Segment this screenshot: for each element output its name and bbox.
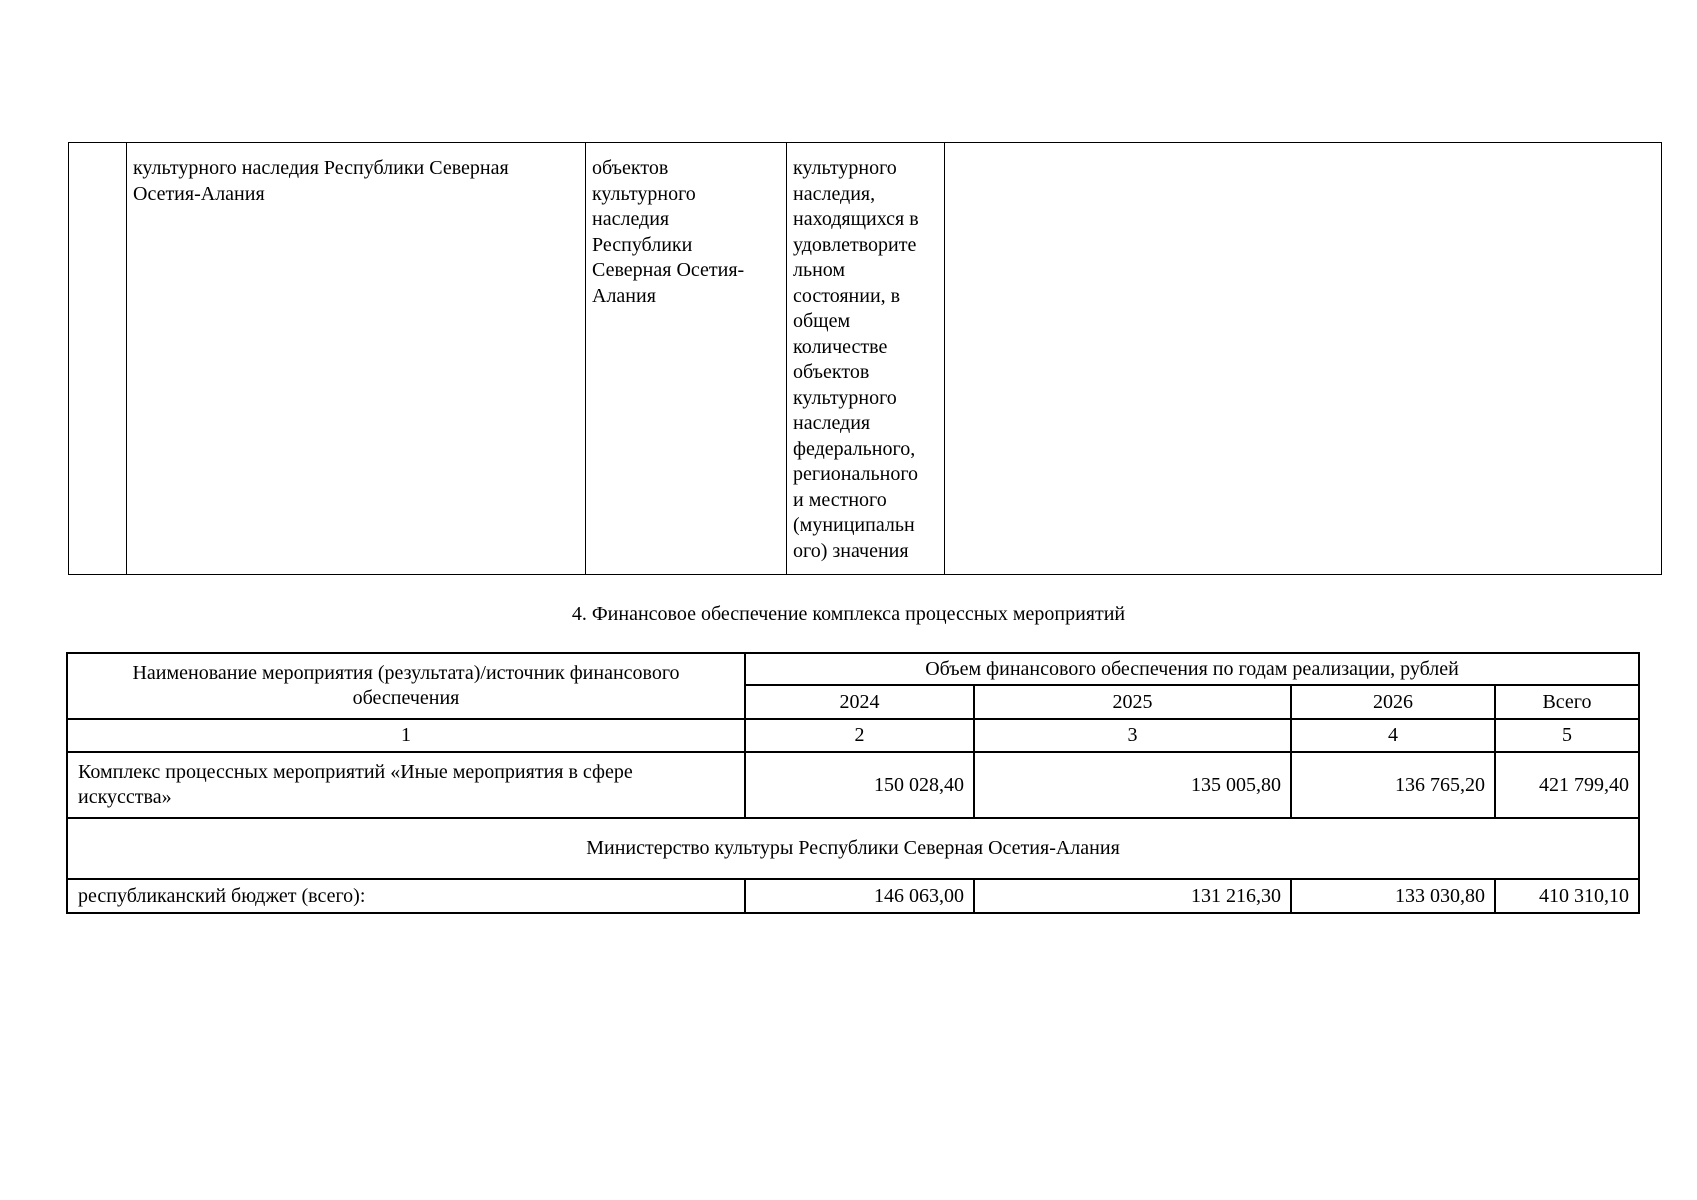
complex-value-total: 421 799,40	[1495, 752, 1639, 818]
ministry-row	[67, 818, 1639, 879]
header-year-2025: 2025	[974, 685, 1291, 719]
table1-cell-indicator: культурного наследия, находящихся в удовлетворите льном состоянии, в общем количестве объектов культурного наследия федерального, регионального и местного (муниципальн ого) значения	[793, 157, 919, 562]
table1-col-objects	[586, 143, 787, 574]
column-number-5: 5	[1495, 719, 1639, 752]
column-number-2: 2	[745, 719, 974, 752]
column-number-3: 3	[974, 719, 1291, 752]
budget-name: республиканский бюджет (всего):	[67, 879, 745, 913]
table1-col-empty	[945, 143, 1661, 574]
complex-row	[67, 752, 1639, 818]
header-year-2024: 2024	[745, 685, 974, 719]
budget-row	[67, 879, 1639, 913]
complex-value-2026: 136 765,20	[1291, 752, 1495, 818]
header-name-cell: Наименование мероприятия (результата)/источник финансового обеспечения	[67, 653, 745, 719]
column-numbers-row	[67, 719, 1639, 752]
budget-value-2024: 146 063,00	[745, 879, 974, 913]
header-volume-cell: Объем финансового обеспечения по годам реализации, рублей	[745, 653, 1639, 685]
budget-value-2026: 133 030,80	[1291, 879, 1495, 913]
table1-col-indicator	[787, 143, 945, 574]
finance-header-row	[67, 653, 1639, 685]
indicators-table-continuation	[68, 142, 1662, 575]
column-number-1: 1	[67, 719, 745, 752]
budget-value-total: 410 310,10	[1495, 879, 1639, 913]
header-year-2026: 2026	[1291, 685, 1495, 719]
complex-value-2024: 150 028,40	[745, 752, 974, 818]
table1-cell-name: культурного наследия Республики Северная Осетия-Алания	[133, 157, 509, 205]
finance-table	[66, 652, 1640, 914]
complex-value-2025: 135 005,80	[974, 752, 1291, 818]
column-number-4: 4	[1291, 719, 1495, 752]
complex-name: Комплекс процессных мероприятий «Иные мероприятия в сфере искусства»	[67, 752, 745, 818]
table1-col-number	[69, 143, 127, 574]
section-title: 4. Финансовое обеспечение комплекса процессных мероприятий	[571, 603, 1126, 625]
ministry-name: Министерство культуры Республики Северная Осетия-Алания	[67, 818, 1639, 879]
header-total: Всего	[1495, 685, 1639, 719]
table1-col-name	[127, 143, 586, 574]
budget-value-2025: 131 216,30	[974, 879, 1291, 913]
table1-cell-objects: объектов культурного наследия Республики Северная Осетия- Алания	[592, 157, 745, 307]
